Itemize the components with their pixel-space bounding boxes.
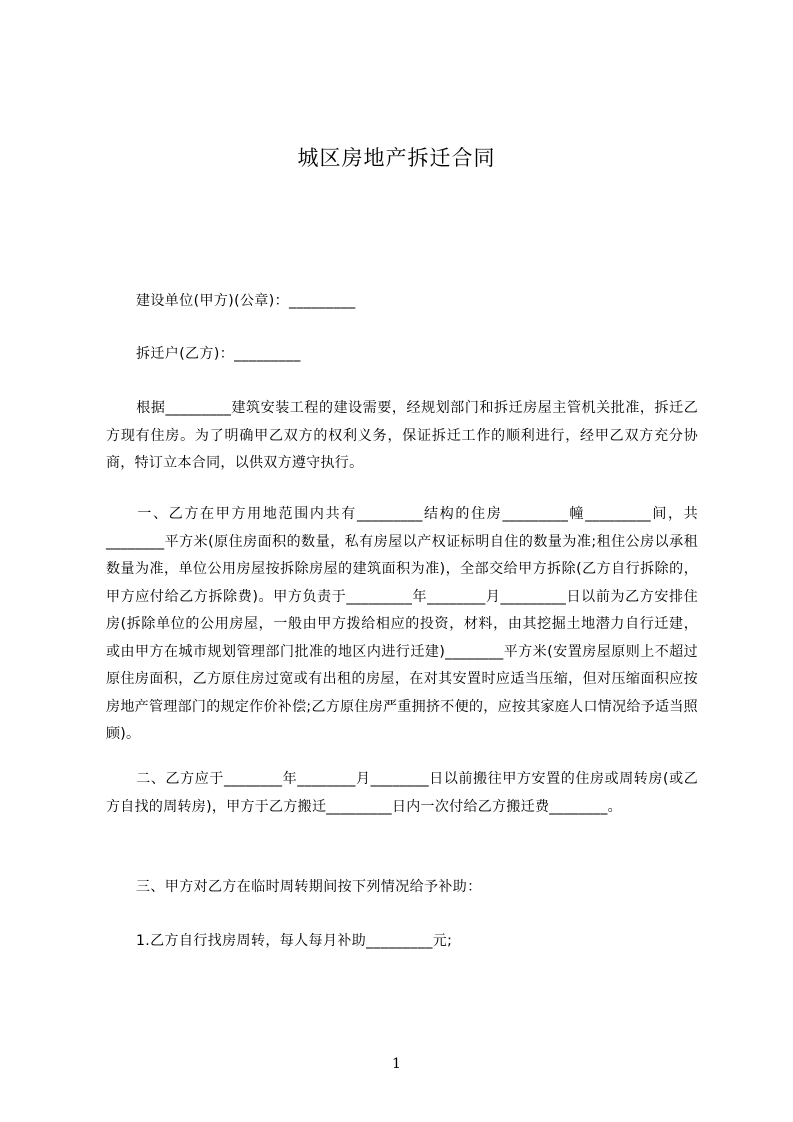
clause-2-text: 二、乙方应于________年________月________日以前搬往甲方安置的住房或周转房(或乙方自找的周转房)，甲方于乙方搬迁_________日内一次付给乙方搬迁费________。	[106, 771, 698, 815]
party-a-line: 建设单位(甲方)(公章)：_________	[136, 293, 356, 309]
clause-1-text: 一、乙方在甲方用地范围内共有_________结构的住房_________幢_________间，共________平方米(原住房面积的数量，私有房屋以产权证标明自住的数量为准;租住公房以承租数量为准，单位公用房屋按拆除房屋的建筑面积为准)，全部交给甲方拆除(乙方自行拆除的，甲方应付给乙方拆除费)。甲方负责于_________年________月_________日以前为乙方安排住房(拆除单位的公用房屋，一般由甲方拨给相应的投资，材料，由其挖掘土地潜力自行迁建，或由甲方在城市规划管理部门批准的地区内进行迁建)________平方米(安置房屋原则上不超过原住房面积，乙方原住房过宽或有出租的房屋，在对其安置时应适当压缩，但对压缩面积应按房地产管理部门的规定作价补偿;乙方原住房严重拥挤不便的，应按其家庭人口情况给予适当照顾)。	[106, 506, 698, 742]
preamble-paragraph	[106, 395, 698, 478]
clause-3-heading: 三、甲方对乙方在临时周转期间按下列情况给予补助：	[136, 879, 482, 895]
clause-3-item-1: 1.乙方自行找房周转，每人每月补助_________元;	[136, 933, 453, 949]
clause-2-paragraph	[106, 766, 698, 821]
party-b-line: 拆迁户(乙方)：_________	[136, 346, 301, 362]
preamble-text: 根据_________建筑安装工程的建设需要，经规划部门和拆迁房屋主管机关批准，拆迁乙方现有住房。为了明确甲乙双方的权利义务，保证拆迁工作的顺利进行，经甲乙双方充分协商，特订立本合同，以供双方遵守执行。	[106, 400, 698, 471]
clause-1-paragraph	[106, 501, 698, 749]
page-number: 1	[392, 1056, 401, 1072]
document-title: 城区房地产拆迁合同	[297, 146, 496, 170]
